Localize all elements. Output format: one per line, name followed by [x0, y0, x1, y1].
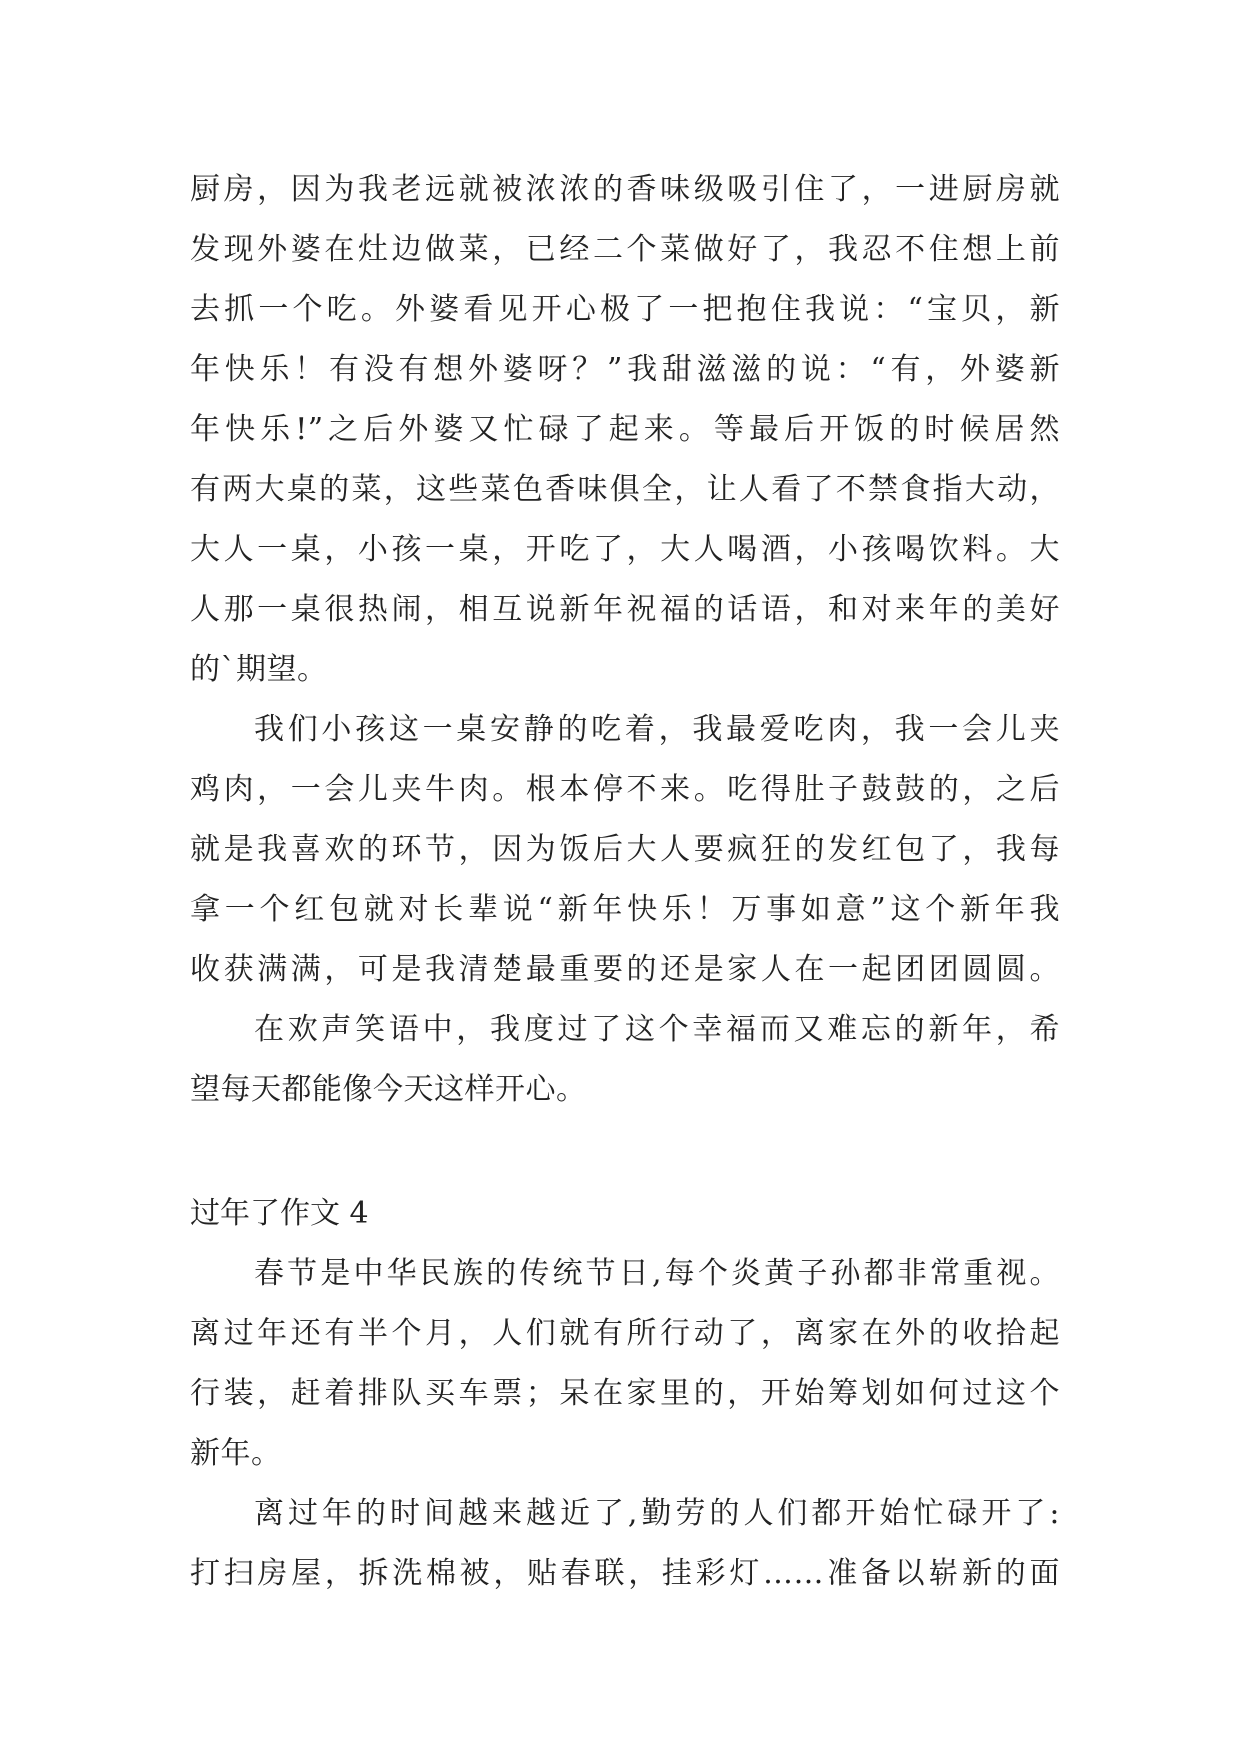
text-line: 拿一个红包就对长辈说“新年快乐！万事如意”这个新年我 — [190, 892, 1060, 927]
section-heading: 过年了作文 4 — [190, 1196, 369, 1231]
text-line: 离过年还有半个月，人们就有所行动了，离家在外的收拾起 — [190, 1316, 1060, 1351]
text-line: 发现外婆在灶边做菜，已经二个菜做好了，我忍不住想上前 — [190, 232, 1060, 267]
text-line: 我们小孩这一桌安静的吃着，我最爱吃肉，我一会儿夹 — [254, 712, 1060, 747]
text-line: 的`期望。 — [190, 652, 328, 687]
text-line: 行装，赶着排队买车票；呆在家里的，开始筹划如何过这个 — [190, 1376, 1060, 1411]
text-line: 有两大桌的菜，这些菜色香味俱全，让人看了不禁食指大动， — [190, 472, 1060, 507]
text-line: 大人一桌，小孩一桌，开吃了，大人喝酒，小孩喝饮料。大 — [190, 532, 1060, 567]
text-line: 人那一桌很热闹，相互说新年祝福的话语，和对来年的美好 — [190, 592, 1060, 627]
text-line: 收获满满，可是我清楚最重要的还是家人在一起团团圆圆。 — [190, 952, 1060, 987]
text-line: 鸡肉，一会儿夹牛肉。根本停不来。吃得肚子鼓鼓的，之后 — [190, 772, 1060, 807]
paragraph — [190, 700, 1060, 1000]
text-line: 新年。 — [190, 1436, 282, 1471]
text-line: 就是我喜欢的环节，因为饭后大人要疯狂的发红包了，我每 — [190, 832, 1060, 867]
text-line: 在欢声笑语中，我度过了这个幸福而又难忘的新年，希 — [254, 1012, 1060, 1047]
section-gap — [190, 1120, 1060, 1184]
text-line: 离过年的时间越来越近了,勤劳的人们都开始忙碌开了: — [254, 1496, 1060, 1531]
document-body — [190, 160, 1060, 1604]
text-line: 年快乐！有没有想外婆呀？”我甜滋滋的说：“有，外婆新 — [190, 352, 1060, 387]
text-line: 望每天都能像今天这样开心。 — [190, 1072, 587, 1107]
paragraph — [190, 1000, 1060, 1120]
text-line: 去抓一个吃。外婆看见开心极了一把抱住我说：“宝贝，新 — [190, 292, 1060, 327]
paragraph — [190, 1244, 1060, 1484]
paragraph — [190, 1484, 1060, 1604]
text-line: 年快乐!”之后外婆又忙碌了起来。等最后开饭的时候居然 — [190, 412, 1060, 447]
text-line: 春节是中华民族的传统节日,每个炎黄子孙都非常重视。 — [254, 1256, 1060, 1291]
paragraph — [190, 160, 1060, 700]
text-line: 打扫房屋，拆洗棉被，贴春联，挂彩灯……准备以崭新的面 — [190, 1556, 1060, 1591]
text-line: 厨房，因为我老远就被浓浓的香味级吸引住了，一进厨房就 — [190, 172, 1060, 207]
